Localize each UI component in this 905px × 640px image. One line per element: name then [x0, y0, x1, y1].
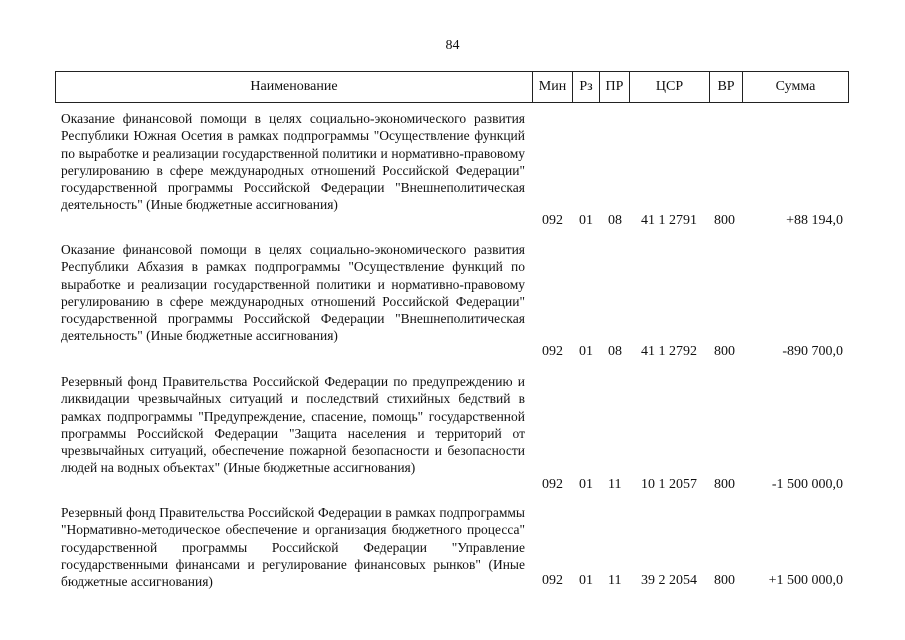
header-min: Мин [532, 72, 572, 102]
row-pr: 11 [608, 573, 622, 588]
row-csr: 41 1 2792 [641, 344, 697, 359]
row-sum: +88 194,0 [786, 213, 843, 228]
header-sum: Сумма [742, 72, 848, 102]
row-csr: 41 1 2791 [641, 213, 697, 228]
row-name: Оказание финансовой помощи в целях социально-экономического развития Республики Южная Осетия в рамках подпрограммы "Осуществление функций по выработке и реализации государственной политики и нормативно-правовому регулированию в сфере международных отношений Российской Федерации" государственной программы Российской Федерации "Внешнеполитическая деятельность" (Иные бюджетные ассигнования) [61, 111, 525, 213]
header-csr: ЦСР [629, 72, 709, 102]
row-sum: -1 500 000,0 [771, 477, 843, 492]
row-pr: 11 [608, 477, 622, 492]
row-sum: -890 700,0 [782, 344, 843, 359]
header-pr: ПР [599, 72, 629, 102]
row-rz: 01 [579, 573, 593, 588]
row-sum: +1 500 000,0 [768, 573, 843, 588]
row-pr: 08 [608, 213, 622, 228]
row-name: Оказание финансовой помощи в целях социально-экономического развития Республики Абхазия в рамках подпрограммы "Осуществление функций по выработке и реализации государственной политики и нормативно-правовому регулированию в сфере международных отношений Российской Федерации" государственной программы Российской Федерации "Внешнеполитическая деятельность" (Иные бюджетные ассигнования) [61, 242, 525, 344]
header-rz: Рз [572, 72, 599, 102]
row-rz: 01 [579, 477, 593, 492]
header-name: Наименование [250, 79, 338, 94]
row-vr: 800 [714, 213, 735, 228]
row-name: Резервный фонд Правительства Российской Федерации в рамках подпрограммы "Нормативно-методическое обеспечение и организация бюджетного процесса" государственной программы Российской Федерации "Управление государственными финансами и регулирование финансовых рынков" (Иные бюджетные ассигнования) [61, 505, 525, 590]
row-rz: 01 [579, 344, 593, 359]
row-pr: 08 [608, 344, 622, 359]
row-min: 092 [542, 213, 563, 228]
row-csr: 39 2 2054 [641, 573, 697, 588]
header-vr: ВР [709, 72, 742, 102]
row-min: 092 [542, 573, 563, 588]
row-name: Резервный фонд Правительства Российской Федерации по предупреждению и ликвидации чрезвычайных ситуаций и последствий стихийных бедствий в рамках подпрограммы "Предупреждение, спасение, помощь" государственной программы Российской Федерации "Защита населения и территорий от чрезвычайных ситуаций, обеспечение пожарной безопасности и безопасности людей на водных объектах" (Иные бюджетные ассигнования) [61, 374, 525, 476]
row-csr: 10 1 2057 [641, 477, 697, 492]
row-vr: 800 [714, 477, 735, 492]
row-min: 092 [542, 344, 563, 359]
row-rz: 01 [579, 213, 593, 228]
page-number: 84 [445, 38, 460, 53]
row-vr: 800 [714, 573, 735, 588]
row-min: 092 [542, 477, 563, 492]
row-vr: 800 [714, 344, 735, 359]
table-header [55, 71, 849, 103]
